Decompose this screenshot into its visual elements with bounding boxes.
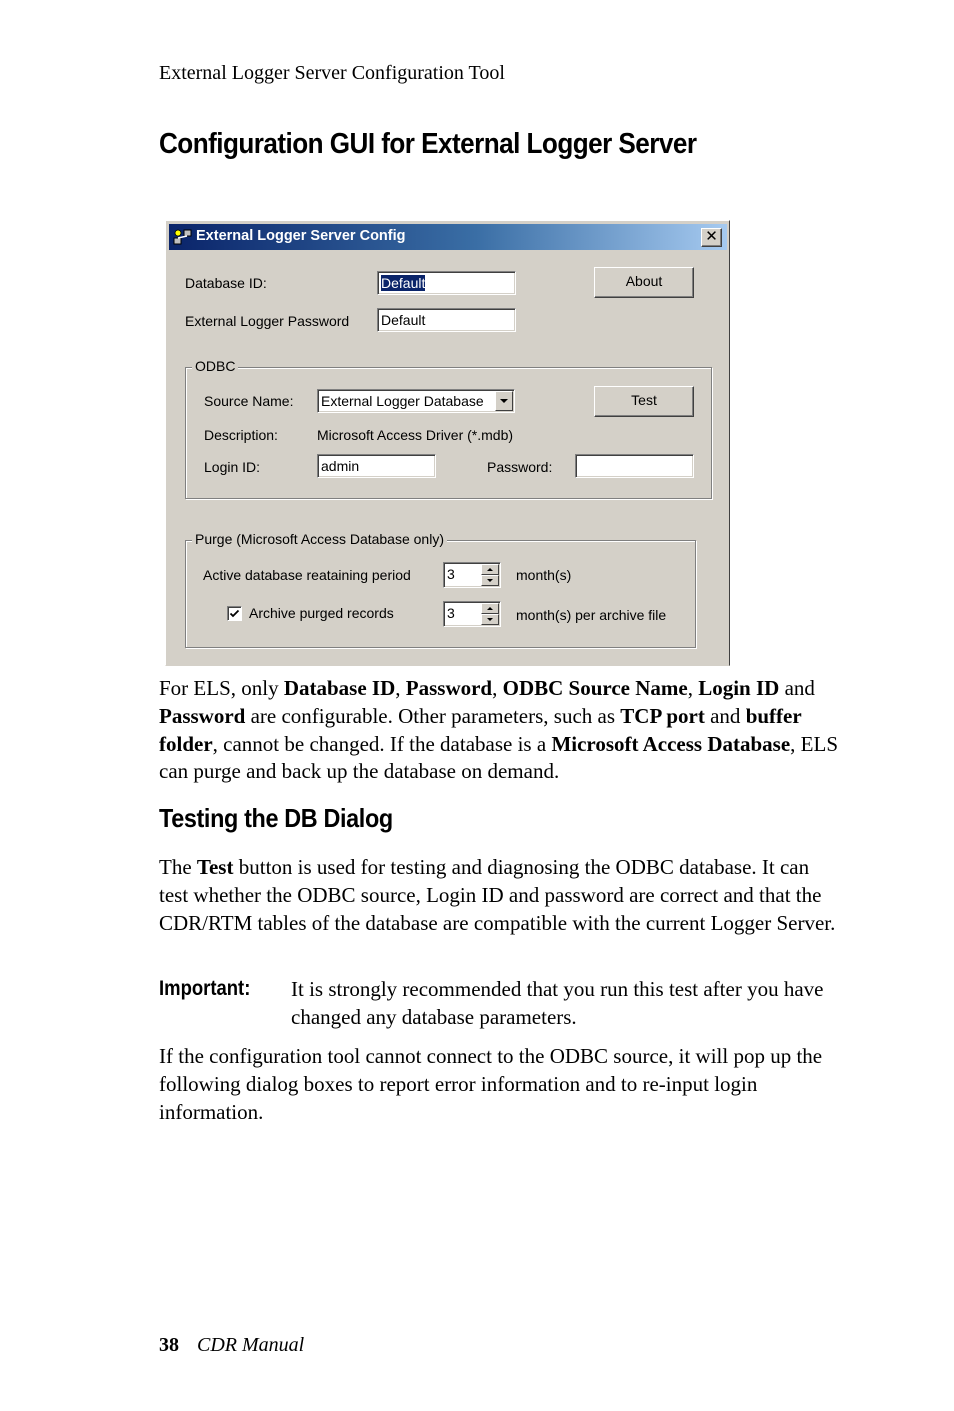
ext-password-value: Default	[381, 312, 426, 328]
test-button[interactable]: Test	[594, 386, 694, 417]
chevron-down-icon[interactable]	[495, 391, 513, 411]
retaining-period-unit: month(s)	[516, 567, 572, 583]
paragraph-test-button: The Test button is used for testing and diagnosing the ODBC database. It can test whether the ODBC source, Login ID and password are correct and that the CDR/RTM tables of the database are compatible with the current Logger Server.	[159, 855, 836, 935]
checkmark-icon	[229, 608, 240, 619]
login-id-value: admin	[321, 458, 360, 474]
database-id-label: Database ID:	[185, 275, 267, 291]
archive-period-unit: month(s) per archive file	[516, 607, 667, 623]
source-name-value: External Logger Database	[321, 393, 484, 409]
description-label: Description:	[204, 427, 278, 443]
about-button[interactable]: About	[594, 267, 694, 298]
spin-up-icon[interactable]	[481, 564, 499, 575]
config-dialog	[165, 220, 730, 666]
manual-title: CDR Manual	[197, 1334, 305, 1356]
retaining-period-stepper[interactable]	[443, 562, 501, 588]
purge-group-title: Purge (Microsoft Access Database only)	[192, 531, 447, 547]
spin-buttons	[481, 603, 499, 625]
page-footer	[159, 1334, 304, 1357]
source-name-label: Source Name:	[204, 393, 294, 409]
source-name-select[interactable]	[317, 389, 515, 413]
network-app-icon	[173, 228, 193, 246]
login-id-input[interactable]	[317, 454, 436, 478]
odbc-group-title: ODBC	[192, 358, 238, 374]
archive-label[interactable]: Archive purged records	[249, 605, 394, 621]
close-button[interactable]	[701, 228, 722, 247]
archive-checkbox[interactable]	[227, 606, 242, 621]
description-value: Microsoft Access Driver (*.mdb)	[317, 427, 514, 443]
page-number: 38	[159, 1334, 179, 1356]
important-text: It is strongly recommended that you run this test after you have changed any database parameters.	[291, 977, 824, 1029]
dialog-titlebar[interactable]	[169, 224, 727, 250]
archive-period-stepper[interactable]	[443, 601, 501, 627]
running-header: External Logger Server Configuration Tool	[159, 62, 505, 84]
spin-up-icon[interactable]	[481, 603, 499, 614]
important-label: Important:	[159, 977, 251, 1000]
ext-password-label: External Logger Password	[185, 313, 350, 329]
section-title: Configuration GUI for External Logger Server	[159, 128, 697, 160]
retaining-period-label: Active database reataining period	[203, 567, 411, 583]
login-id-label: Login ID:	[204, 459, 261, 475]
subsection-title: Testing the DB Dialog	[159, 803, 393, 833]
dialog-title: External Logger Server Config	[196, 228, 406, 244]
spin-down-icon[interactable]	[481, 614, 499, 625]
paragraph-configurable-fields: For ELS, only Database ID, Password, ODBC Source Name, Login ID and Password are configurable. Other parameters, such as TCP port and buffer folder, cannot be changed. If the database is a Microsoft Access Database, ELS can purge and back up the database on demand.	[159, 676, 839, 784]
close-icon: ✕	[705, 228, 718, 245]
purge-group	[185, 540, 696, 648]
ext-password-input[interactable]	[377, 308, 516, 332]
spin-buttons	[481, 564, 499, 586]
password-label: Password:	[487, 459, 553, 475]
archive-period-value: 3	[447, 605, 455, 621]
database-id-value: Default	[381, 275, 426, 291]
retaining-period-value: 3	[447, 566, 455, 582]
database-id-input[interactable]	[377, 271, 516, 295]
password-input[interactable]	[575, 454, 694, 478]
paragraph-connection-failure: If the configuration tool cannot connect to the ODBC source, it will pop up the following dialog boxes to report error information and to re-input login information.	[159, 1044, 823, 1124]
spin-down-icon[interactable]	[481, 575, 499, 586]
